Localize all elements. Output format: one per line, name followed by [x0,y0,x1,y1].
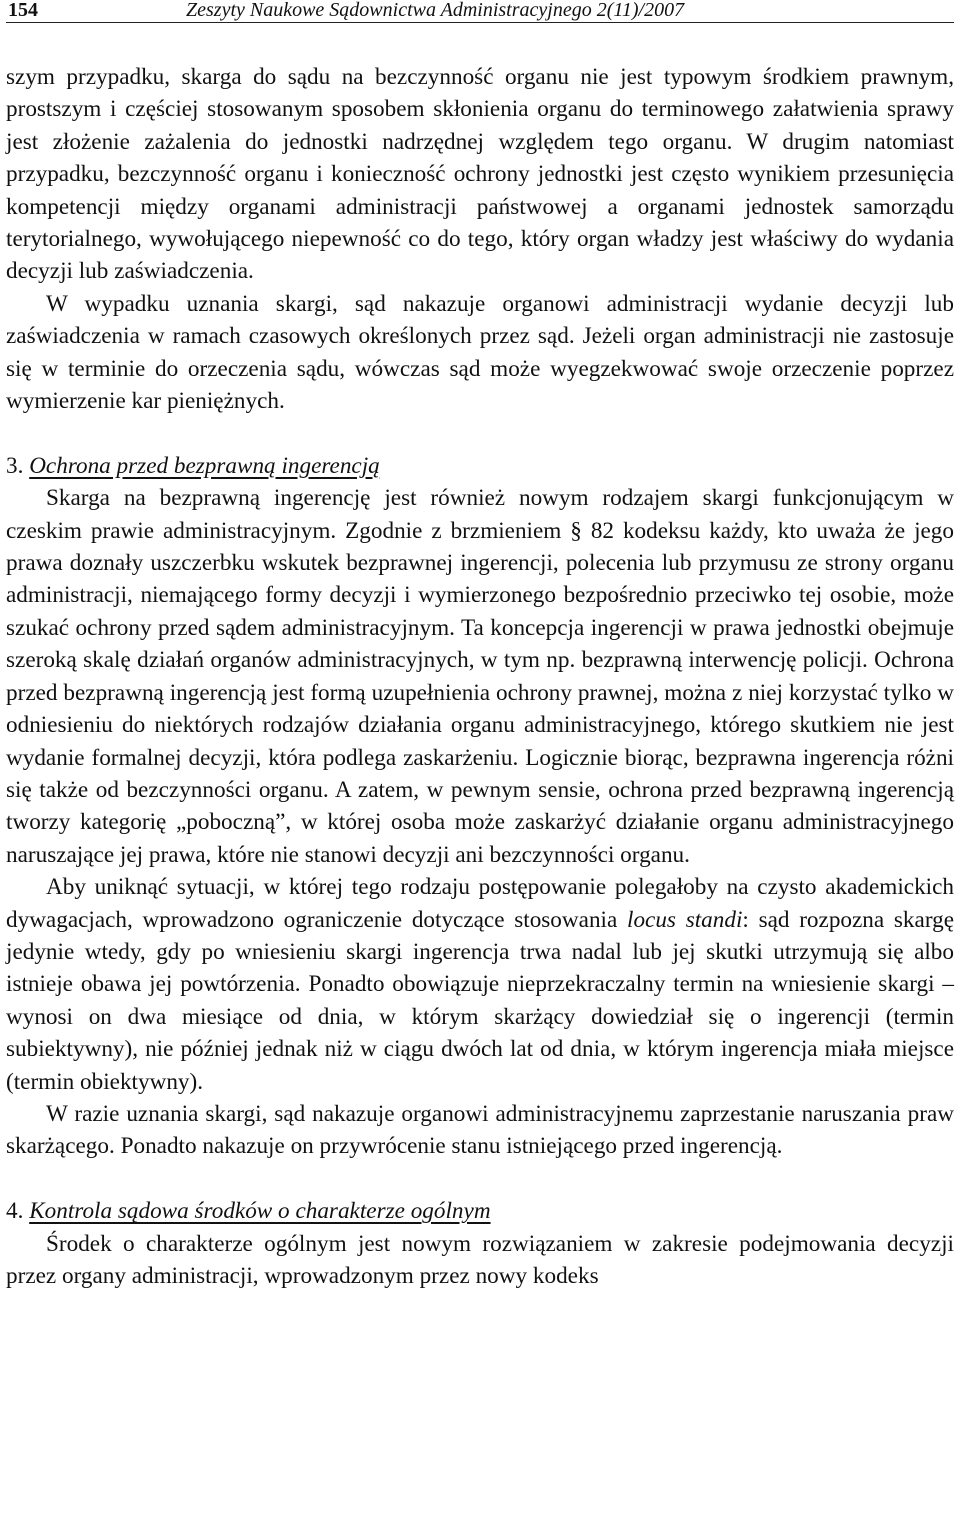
section-number: 4. [6,1198,24,1225]
page-number: 154 [8,0,38,21]
journal-title: Zeszyty Naukowe Sądownictwa Administracyjnego 2(11)/2007 [186,0,685,21]
section-number: 3. [6,452,24,479]
paragraph-text: Aby uniknąć sytuacji, w której tego rodzaju postępowanie polegałoby na czysto akademickich dywagacjach, wprowadzono ograniczenie dotyczące stosowania [6,874,954,933]
paragraph: Środek o charakterze ogólnym jest nowym rozwiązaniem w zakresie podejmowania decyzji przez organy administracji, wprowadzonym przez nowy kodeks [6,1230,954,1289]
paragraph: Skarga na bezprawną ingerencję jest również nowym rodzajem skargi funkcjonującym w czeskim prawie administracyjnym. Zgodnie z brzmieniem § 82 kodeksu każdy, kto uważa że jego prawa doznały uszczerbku wskutek bezprawnej ingerencji, polecenia lub przymusu ze strony organu administracji, niemającego formy decyzji i wymierzonego bezpośrednio przeciwko tej osobie, może szukać ochrony przed sądem administracyjnym. Ta koncepcja ingerencji w prawa jednostki obejmuje szeroką skalę działań organów administracyjnych, w tym np. bezprawną interwencję policji. Ochrona przed bezprawną ingerencją jest formą uzupełnienia ochrony prawnej, można z niej korzystać tylko w odniesieniu do niektórych rodzajów działania organu administracyjnego, którego skutkiem nie jest wydanie formalnej decyzji, która podlega zaskarżeniu. Logicznie biorąc, bezprawna ingerencja różni się także od bezczynności organu. A zatem, w pewnym sensie, ochrona przed bezprawną ingerencją tworzy kategorię „poboczną”, w której osoba może zaskarżyć działanie organu administracyjnego naruszające jej prawa, które nie stanowi decyzji ani bezczynności organu. [6,485,954,868]
latin-term: locus standi [627,906,743,933]
running-header [6,0,954,23]
section-title: Kontrola sądowa środków o charakterze ogólnym [29,1198,491,1225]
paragraph [6,871,954,1098]
section-heading-3 [6,450,954,482]
section-heading-4 [6,1195,954,1227]
paragraph-text: : sąd rozpozna skargę jedynie wtedy, gdy po wniesieniu skargi ingerencja trwa nadal lub jej skutki utrzymują się albo istnieje obawa jej powtórzenia. Ponadto obowiązuje nieprzekraczalny termin na wniesienie skargi – wynosi on dwa miesiące od dnia, w którym skarżący dowiedział się o ingerencji (termin subiektywny), nie później jednak niż w ciągu dwóch lat od dnia, w którym ingerencja miała miejsce (termin obiektywny). [6,906,955,1095]
paragraph: W razie uznania skargi, sąd nakazuje organowi administracyjnemu zaprzestanie naruszania praw skarżącego. Ponadto nakazuje on przywrócenie stanu istniejącego przed ingerencją. [6,1100,954,1160]
paragraph-continuation: szym przypadku, skarga do sądu na bezczynność organu nie jest typowym środkiem prawnym, prostszym i częściej stosowanym sposobem skłonienia organu do terminowego załatwienia sprawy jest złożenie zażalenia do jednostki nadrzędnej względem tego organu. W drugim natomiast przypadku, bezczynność organu i konieczność ochrony jednostki jest często wynikiem przesunięcia kompetencji między organami administracji państwowej a organami jednostek samorządu terytorialnego, wywołującego niepewność co do tego, który organ władzy jest właściwy do wydania decyzji lub zaświadczenia. [6,64,954,285]
paragraph: W wypadku uznania skargi, sąd nakazuje organowi administracji wydanie decyzji lub zaświadczenia w ramach czasowych określonych przez sąd. Jeżeli organ administracji nie zastosuje się w terminie do orzeczenia sądu, wówczas sąd może wyegzekwować swoje orzeczenie poprzez wymierzenie kar pieniężnych. [6,290,954,415]
body-text [6,61,954,1292]
section-title: Ochrona przed bezprawną ingerencją [29,452,380,479]
